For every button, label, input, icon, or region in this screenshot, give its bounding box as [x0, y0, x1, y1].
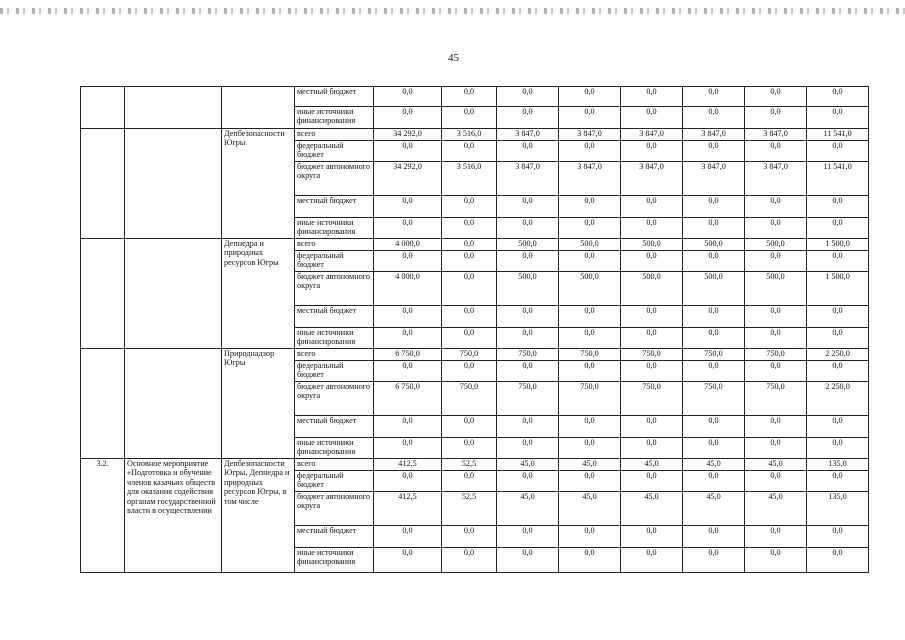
funding-source-cell: бюджет автономного округа	[295, 162, 374, 196]
amount-cell: 0,0	[559, 87, 621, 107]
amount-cell: 3 847,0	[683, 129, 745, 141]
amount-cell: 3 847,0	[621, 162, 683, 196]
amount-cell: 500,0	[683, 239, 745, 251]
amount-cell: 0,0	[442, 306, 497, 328]
amount-cell: 750,0	[621, 349, 683, 361]
amount-cell: 0,0	[621, 141, 683, 162]
amount-cell: 0,0	[807, 306, 869, 328]
amount-cell: 0,0	[621, 526, 683, 548]
amount-cell: 0,0	[621, 218, 683, 239]
table-row	[81, 459, 869, 471]
amount-cell: 0,0	[497, 548, 559, 573]
amount-cell: 0,0	[374, 196, 442, 218]
amount-cell: 2 250,0	[807, 382, 869, 416]
funding-source-cell: бюджет автономного округа	[295, 272, 374, 306]
amount-cell: 750,0	[559, 382, 621, 416]
amount-cell: 45,0	[559, 459, 621, 471]
executor-cell: Природнадзор Югры	[222, 349, 295, 459]
amount-cell: 0,0	[621, 87, 683, 107]
row-number-cell	[81, 87, 125, 129]
amount-cell: 0,0	[621, 361, 683, 382]
amount-cell: 0,0	[497, 416, 559, 438]
row-number-cell	[81, 129, 125, 239]
amount-cell: 11 541,0	[807, 129, 869, 141]
amount-cell: 0,0	[442, 272, 497, 306]
amount-cell: 0,0	[683, 141, 745, 162]
amount-cell: 0,0	[559, 416, 621, 438]
amount-cell: 0,0	[497, 87, 559, 107]
amount-cell: 0,0	[497, 526, 559, 548]
amount-cell: 34 292,0	[374, 162, 442, 196]
amount-cell: 0,0	[683, 107, 745, 129]
amount-cell: 34 292,0	[374, 129, 442, 141]
funding-source-cell: местный бюджет	[295, 306, 374, 328]
amount-cell: 0,0	[807, 87, 869, 107]
amount-cell: 52,5	[442, 459, 497, 471]
amount-cell: 0,0	[497, 107, 559, 129]
amount-cell: 0,0	[683, 361, 745, 382]
amount-cell: 0,0	[374, 416, 442, 438]
amount-cell: 0,0	[745, 196, 807, 218]
amount-cell: 0,0	[745, 438, 807, 459]
amount-cell: 0,0	[807, 471, 869, 492]
amount-cell: 0,0	[374, 141, 442, 162]
amount-cell: 0,0	[559, 218, 621, 239]
funding-source-cell: местный бюджет	[295, 416, 374, 438]
amount-cell: 0,0	[745, 361, 807, 382]
amount-cell: 3 847,0	[559, 162, 621, 196]
amount-cell: 0,0	[374, 87, 442, 107]
table-row	[81, 239, 869, 251]
amount-cell: 0,0	[374, 438, 442, 459]
amount-cell: 500,0	[497, 272, 559, 306]
funding-source-cell: местный бюджет	[295, 87, 374, 107]
amount-cell: 0,0	[807, 361, 869, 382]
amount-cell: 1 500,0	[807, 239, 869, 251]
amount-cell: 0,0	[807, 416, 869, 438]
executor-cell	[222, 87, 295, 129]
amount-cell: 0,0	[807, 107, 869, 129]
funding-source-cell: иные источники финансирования	[295, 438, 374, 459]
amount-cell: 0,0	[442, 438, 497, 459]
table-row	[81, 129, 869, 141]
amount-cell: 0,0	[621, 196, 683, 218]
amount-cell: 0,0	[374, 361, 442, 382]
row-number-cell	[81, 349, 125, 459]
amount-cell: 3 847,0	[745, 129, 807, 141]
amount-cell: 0,0	[683, 438, 745, 459]
table-row	[81, 87, 869, 107]
scan-edge-artifact	[0, 8, 905, 14]
amount-cell: 3 847,0	[559, 129, 621, 141]
amount-cell: 0,0	[621, 438, 683, 459]
amount-cell: 0,0	[374, 218, 442, 239]
amount-cell: 0,0	[807, 196, 869, 218]
amount-cell: 0,0	[807, 141, 869, 162]
amount-cell: 45,0	[621, 492, 683, 526]
amount-cell: 45,0	[683, 492, 745, 526]
funding-source-cell: федеральный бюджет	[295, 471, 374, 492]
funding-source-cell: федеральный бюджет	[295, 361, 374, 382]
measure-name-cell	[125, 349, 222, 459]
amount-cell: 500,0	[745, 272, 807, 306]
budget-table-body	[81, 87, 869, 573]
amount-cell: 0,0	[559, 196, 621, 218]
amount-cell: 4 000,0	[374, 272, 442, 306]
funding-source-cell: местный бюджет	[295, 196, 374, 218]
amount-cell: 0,0	[683, 218, 745, 239]
amount-cell: 750,0	[683, 349, 745, 361]
amount-cell: 0,0	[683, 416, 745, 438]
amount-cell: 500,0	[745, 239, 807, 251]
funding-source-cell: бюджет автономного округа	[295, 382, 374, 416]
amount-cell: 3 847,0	[621, 129, 683, 141]
measure-name-cell	[125, 239, 222, 349]
amount-cell: 0,0	[683, 526, 745, 548]
amount-cell: 0,0	[621, 416, 683, 438]
amount-cell: 135,0	[807, 459, 869, 471]
amount-cell: 0,0	[497, 471, 559, 492]
executor-cell: Депнедра и природных ресурсов Югры	[222, 239, 295, 349]
amount-cell: 750,0	[497, 382, 559, 416]
amount-cell: 0,0	[442, 251, 497, 272]
amount-cell: 412,5	[374, 459, 442, 471]
amount-cell: 0,0	[621, 548, 683, 573]
amount-cell: 45,0	[683, 459, 745, 471]
budget-table	[80, 86, 869, 573]
funding-source-cell: всего	[295, 459, 374, 471]
funding-source-cell: иные источники финансирования	[295, 328, 374, 349]
amount-cell: 52,5	[442, 492, 497, 526]
amount-cell: 0,0	[374, 251, 442, 272]
funding-source-cell: иные источники финансирования	[295, 218, 374, 239]
page-number: 45	[448, 52, 459, 64]
amount-cell: 45,0	[745, 492, 807, 526]
amount-cell: 3 847,0	[497, 162, 559, 196]
amount-cell: 0,0	[374, 471, 442, 492]
amount-cell: 500,0	[621, 239, 683, 251]
amount-cell: 0,0	[442, 87, 497, 107]
measure-name-cell	[125, 87, 222, 129]
amount-cell: 0,0	[745, 526, 807, 548]
amount-cell: 750,0	[497, 349, 559, 361]
executor-cell: Депбезопасности Югры	[222, 129, 295, 239]
amount-cell: 0,0	[683, 306, 745, 328]
amount-cell: 3 516,0	[442, 162, 497, 196]
amount-cell: 0,0	[374, 328, 442, 349]
amount-cell: 0,0	[442, 548, 497, 573]
amount-cell: 0,0	[559, 471, 621, 492]
amount-cell: 0,0	[745, 416, 807, 438]
amount-cell: 0,0	[683, 87, 745, 107]
amount-cell: 0,0	[442, 361, 497, 382]
measure-name-cell: Основное мероприятие «Подготовка и обучение членов казачьих обществ для оказания содействия органам государственной власти в осуществлении	[125, 459, 222, 573]
amount-cell: 45,0	[559, 492, 621, 526]
amount-cell: 0,0	[559, 438, 621, 459]
amount-cell: 750,0	[442, 349, 497, 361]
amount-cell: 750,0	[442, 382, 497, 416]
amount-cell: 0,0	[745, 218, 807, 239]
amount-cell: 0,0	[559, 141, 621, 162]
amount-cell: 0,0	[497, 361, 559, 382]
amount-cell: 500,0	[621, 272, 683, 306]
amount-cell: 0,0	[683, 471, 745, 492]
amount-cell: 2 250,0	[807, 349, 869, 361]
amount-cell: 0,0	[807, 218, 869, 239]
funding-source-cell: иные источники финансирования	[295, 548, 374, 573]
amount-cell: 45,0	[497, 459, 559, 471]
amount-cell: 0,0	[745, 328, 807, 349]
amount-cell: 3 847,0	[745, 162, 807, 196]
amount-cell: 0,0	[497, 141, 559, 162]
funding-source-cell: иные источники финансирования	[295, 107, 374, 129]
funding-source-cell: всего	[295, 129, 374, 141]
amount-cell: 0,0	[683, 251, 745, 272]
amount-cell: 750,0	[559, 349, 621, 361]
amount-cell: 0,0	[442, 218, 497, 239]
amount-cell: 500,0	[683, 272, 745, 306]
amount-cell: 0,0	[559, 361, 621, 382]
amount-cell: 0,0	[807, 251, 869, 272]
amount-cell: 6 750,0	[374, 349, 442, 361]
amount-cell: 750,0	[745, 349, 807, 361]
amount-cell: 3 847,0	[497, 129, 559, 141]
row-number-cell: 3.2.	[81, 459, 125, 573]
amount-cell: 0,0	[621, 107, 683, 129]
amount-cell: 0,0	[559, 328, 621, 349]
amount-cell: 0,0	[559, 548, 621, 573]
amount-cell: 0,0	[745, 141, 807, 162]
amount-cell: 6 750,0	[374, 382, 442, 416]
amount-cell: 45,0	[621, 459, 683, 471]
amount-cell: 0,0	[559, 526, 621, 548]
amount-cell: 0,0	[497, 306, 559, 328]
funding-source-cell: федеральный бюджет	[295, 141, 374, 162]
amount-cell: 0,0	[745, 471, 807, 492]
amount-cell: 750,0	[683, 382, 745, 416]
amount-cell: 0,0	[621, 471, 683, 492]
amount-cell: 0,0	[559, 251, 621, 272]
amount-cell: 0,0	[497, 218, 559, 239]
amount-cell: 45,0	[497, 492, 559, 526]
amount-cell: 0,0	[374, 526, 442, 548]
amount-cell: 45,0	[745, 459, 807, 471]
amount-cell: 500,0	[559, 272, 621, 306]
row-number-cell	[81, 239, 125, 349]
amount-cell: 0,0	[807, 526, 869, 548]
amount-cell: 0,0	[745, 107, 807, 129]
amount-cell: 0,0	[745, 548, 807, 573]
amount-cell: 0,0	[442, 239, 497, 251]
amount-cell: 750,0	[621, 382, 683, 416]
amount-cell: 0,0	[683, 196, 745, 218]
amount-cell: 3 847,0	[683, 162, 745, 196]
amount-cell: 4 000,0	[374, 239, 442, 251]
amount-cell: 0,0	[745, 87, 807, 107]
amount-cell: 0,0	[497, 328, 559, 349]
amount-cell: 0,0	[374, 548, 442, 573]
amount-cell: 0,0	[559, 306, 621, 328]
amount-cell: 3 516,0	[442, 129, 497, 141]
amount-cell: 0,0	[442, 416, 497, 438]
amount-cell: 1 500,0	[807, 272, 869, 306]
funding-source-cell: федеральный бюджет	[295, 251, 374, 272]
amount-cell: 0,0	[745, 251, 807, 272]
amount-cell: 0,0	[683, 548, 745, 573]
amount-cell: 0,0	[621, 306, 683, 328]
amount-cell: 0,0	[374, 107, 442, 129]
amount-cell: 500,0	[497, 239, 559, 251]
amount-cell: 0,0	[442, 196, 497, 218]
amount-cell: 0,0	[497, 251, 559, 272]
executor-cell: Депбезопасности Югры, Депнедра и природных ресурсов Югры, в том числе	[222, 459, 295, 573]
funding-source-cell: местный бюджет	[295, 526, 374, 548]
amount-cell: 0,0	[807, 328, 869, 349]
amount-cell: 0,0	[621, 251, 683, 272]
funding-source-cell: бюджет автономного округа	[295, 492, 374, 526]
amount-cell: 750,0	[745, 382, 807, 416]
funding-source-cell: всего	[295, 239, 374, 251]
amount-cell: 0,0	[374, 306, 442, 328]
amount-cell: 0,0	[442, 471, 497, 492]
amount-cell: 0,0	[442, 107, 497, 129]
funding-source-cell: всего	[295, 349, 374, 361]
amount-cell: 135,0	[807, 492, 869, 526]
amount-cell: 11 541,0	[807, 162, 869, 196]
amount-cell: 0,0	[683, 328, 745, 349]
amount-cell: 0,0	[442, 328, 497, 349]
amount-cell: 0,0	[621, 328, 683, 349]
amount-cell: 412,5	[374, 492, 442, 526]
amount-cell: 0,0	[745, 306, 807, 328]
measure-name-cell	[125, 129, 222, 239]
amount-cell: 0,0	[559, 107, 621, 129]
amount-cell: 0,0	[807, 548, 869, 573]
table-row	[81, 349, 869, 361]
amount-cell: 500,0	[559, 239, 621, 251]
amount-cell: 0,0	[497, 196, 559, 218]
amount-cell: 0,0	[442, 141, 497, 162]
amount-cell: 0,0	[807, 438, 869, 459]
amount-cell: 0,0	[497, 438, 559, 459]
amount-cell: 0,0	[442, 526, 497, 548]
